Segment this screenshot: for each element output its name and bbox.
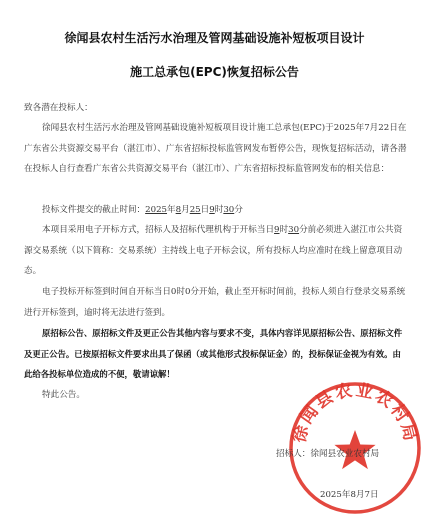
- deadline-month: 8: [175, 205, 182, 215]
- paragraph-electronic-opening: [24, 220, 408, 282]
- closing-line: 特此公告。: [42, 390, 85, 400]
- deadline-year-unit: 年: [167, 205, 176, 215]
- signature-date: 2025年8月7日: [320, 490, 379, 500]
- paragraph-resume-notice: 徐闻县农村生活污水治理及管网基础设施补短板项目设计施工总承包(EPC)于2025年7月22日在广东省公共资源交易平台（湛江市）、广东省招标投标监管网发布暂停公告，现恢复招标活动，请各潜在投标人自行查看广东省公共资源交易平台（湛江市）、广东省招标投标监管网发布的相关信息：: [24, 123, 407, 174]
- deadline-year: 2025: [145, 205, 168, 215]
- signature-name: 徐闻县农业农村局: [310, 449, 380, 459]
- deadline-label: 投标文件提交的截止时间：: [42, 205, 146, 215]
- opening-text-b: 时: [279, 225, 289, 235]
- title-line-1: 徐闻县农村生活污水治理及管网基础设施补短板项目设计: [64, 31, 365, 45]
- paragraph-sign-in: 电子投标开标签到时间自开标当日0时0分开始，截止至开标时间前，投标人须自行登录交易系统进行开标签到，逾时将无法进行签到。: [24, 287, 406, 318]
- deadline-hour-unit: 时: [214, 205, 224, 215]
- signature-label: 招标人：: [276, 449, 311, 459]
- bid-deadline: [24, 200, 408, 221]
- salutation: 致各潜在投标人：: [24, 103, 93, 113]
- opening-hour: 9: [274, 225, 280, 235]
- title-line-2: 施工总承包(EPC)恢复招标公告: [130, 65, 299, 79]
- deadline-minute-unit: 分: [234, 205, 243, 215]
- deadline-month-unit: 月: [181, 205, 190, 215]
- paragraph-other-terms: 原招标公告、原招标文件及更正公告其他内容与要求不变，具体内容详见原招标公告、原招标文件及更正公告。已按原招标文件要求出具了保函（或其他形式投标保证金）的，投标保证金视为有效。由此给各投标单位造成的不便，敬请谅解！: [24, 328, 403, 379]
- signature-line: [276, 447, 379, 459]
- svg-text:徐闻县农业农村局: 徐闻县农业农村局: [289, 380, 421, 445]
- opening-text-c: 分前必须进入湛江市公共资源交易系统（以下简称：交易系统）主持线上电子开标会议，所有投标人均应准时在线上留意项目动态。: [24, 225, 403, 276]
- opening-text-a: 本项目采用电子开标方式，招标人及招标代理机构于开标当日: [42, 225, 275, 235]
- opening-minute: 30: [288, 225, 300, 235]
- deadline-minute: 30: [223, 205, 235, 215]
- deadline-day: 25: [189, 205, 201, 215]
- deadline-day-unit: 日: [200, 205, 210, 215]
- deadline-hour: 9: [209, 205, 215, 215]
